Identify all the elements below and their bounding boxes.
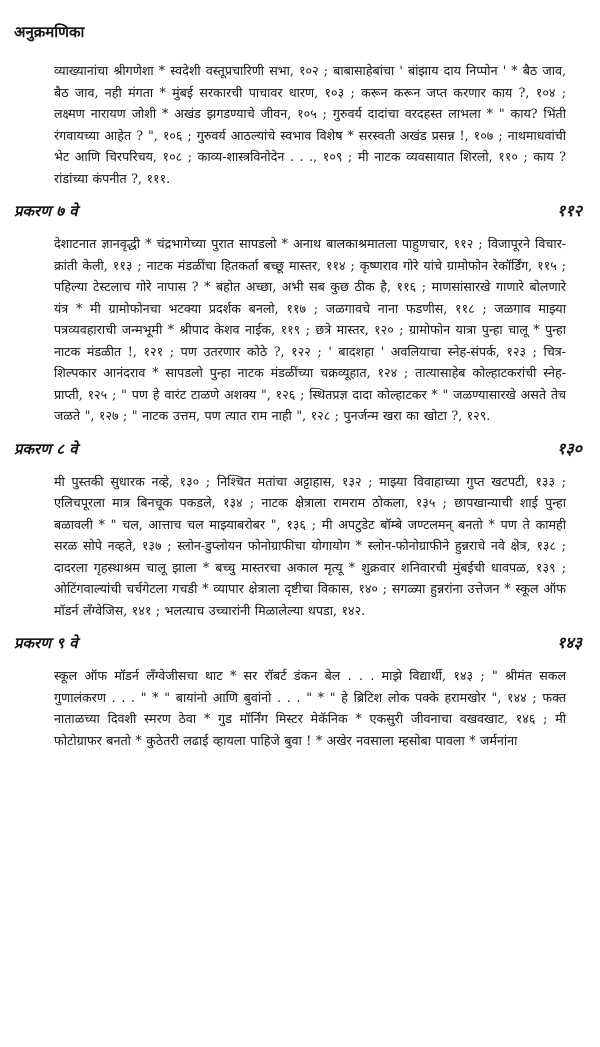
chapter-7-paragraph: देशाटनात ज्ञानवृद्धी * चंद्रभागेच्या पुरात सापडलो * अनाथ बालकाश्रमातला पाहुणचार, ११२ ; विजापूरने विचार-क्रांती केली, ११३ ; नाटक मंडळींचा हितकर्ता बच्छू मास्तर, ११४ ; कृष्णराव गोरे यांचे ग्रामोफोन रेकॉर्डिंग, ११५ ; पहिल्या टेस्टलाच गोरे नापास ? * बहोत अच्छा, अभी सब कुछ ठीक है, ११६ ; माणसांसारखे गाणारे बोलणारे यंत्र * मी ग्रामोफोनचा भटक्या प्रदर्शक बनलो, ११७ ; जळगावचे नाना फडणीस, ११८ ; जळगाव माझ्या पत्रव्यवहाराची जन्मभूमी * श्रीपाद केशव नाईक, ११९ ; छत्रे मास्तर, १२० ; ग्रामोफोन यात्रा पुन्हा चालू * पुन्हा नाटक मंडळीत !, १२१ ; पण उतरणार कोठे ?, १२२ ; ' बादशहा ' अवलियाचा स्नेह-संपर्क, १२३ ; चित्र-शिल्पकार आनंदराव * सापडलो पुन्हा नाटक मंडळींच्या चक्रव्यूहात, १२४ ; तात्यासाहेब कोल्हाटकरांची स्नेह-प्राप्ती, १२५ ; " पण हे वारंट टाळणे अशक्य ", १२६ ; स्थितप्रज्ञ दादा कोल्हाटकर * " जळण्यासारखे असते तेच जळते ", १२७ ; " नाटक उत्तम, पण त्यात राम नाही ", १२८ ; पुनर्जन्म खरा का खोटा ?, १२९. [54, 236, 566, 423]
chapter-title: प्रकरण ७ वे [14, 202, 78, 220]
chapter-9-heading [14, 631, 586, 653]
chapter-7-heading [14, 199, 586, 221]
page-heading: अनुक्रमणिका [14, 23, 85, 41]
chapter-page-number: १३० [557, 438, 582, 458]
chapter-8-paragraph: मी पुस्तकी सुधारक नव्हे, १३० ; निश्चित मतांचा अट्टाहास, १३२ ; माझ्या विवाहाच्या गुप्त खटपटी, १३३ ; एलिचपूरला मात्र बिनचूक पकडले, १३४ ; नाटक क्षेत्राला रामराम ठोकला, १३५ ; छापखान्याची शाई पुन्हा बळावली * " चल, आत्ताच चल माझ्याबरोबर ", १३६ ; मी अपटुडेट बॉम्बे जण्टलमन् बनतो * पण ते कामही सरळ सोपे नव्हते, १३७ ; स्लोन-डुप्लोयन फोनोग्राफीचा योगायोग * स्लोन-फोनोग्राफीने हुन्नराचे नवे क्षेत्र, १३८ ; दादरला गृहस्थाश्रम चालू झाला * बच्चु मास्तरचा अकाल मृत्यू * शुक्रवार शनिवारची मुंबईची धावपळ, १३९ ; ओटिंगवाल्यांची चर्चगेटला गचडी * व्यापार क्षेत्राला दृष्टीचा विकास, १४० ; सगळ्या हुन्नरांना उत्तेजन * स्कूल ऑफ मॉडर्न लँग्वेजिस, १४१ ; भलत्याच उच्चारांनी मिळालेल्या थपडा, १४२. [54, 473, 566, 618]
chapter-title: प्रकरण ९ वे [14, 634, 78, 652]
chapter-page-number: १४३ [557, 633, 582, 652]
chapter-page-number: ११२ [557, 201, 582, 220]
chapter-title: प्रकरण ८ वे [14, 439, 78, 458]
chapter-8-heading [14, 437, 586, 459]
chapter-9-paragraph: स्कूल ऑफ मॉडर्न लँग्वेजीसचा थाट * सर रॉबर्ट डंकन बेल . . . माझे विद्यार्थी, १४३ ; " श्रीमंत सकल गुणालंकरण . . . " * " बायांनो आणि बुवांनो . . . " * " हे ब्रिटिश लोक पक्के हरामखोर ", १४४ ; फक्त नाताळच्या दिवशी स्मरण ठेवा * गुड मॉर्निंग मिस्टर मेकॅनिक * एकसुरी जीवनाचा वखवखाट, १४६ ; मी फोटोग्राफर बनतो * कुठेतरी लढाई व्हायला पाहिजे बुवा ! * अखेर नवसाला म्हसोबा पावला * जर्मनांना [54, 668, 566, 748]
intro-paragraph: व्याख्यानांचा श्रीगणेशा * स्वदेशी वस्तूप्रचारिणी सभा, १०२ ; बाबासाहेबांचा ' बांझाय दाय निप्पोन ' * बैठ जाव, बैठ जाव, नही मंगता * मुंबई सरकारची पाचावर धारण, १०३ ; करून करून जप्त करणार काय ?, १०४ ; लक्ष्मण नारायण जोशी * अखंड झगडण्याचे जीवन, १०५ ; गुरुवर्य दादांचा वरदहस्त लाभला * " काय? भिंती रंगवायच्या आहेत ? ", १०६ ; गुरुवर्य आठल्यांचे स्वभाव विशेष * सरस्वती अखंड प्रसन्न !, १०७ ; नाथमाधवांची भेट आणि चिरपरिचय, १०८ ; काव्य-शास्त्रविनोदेन . . ., १०९ ; मी नाटक व्यवसायात शिरलो, ११० ; काय ? रांडांच्या कंपनीत ?, १११. [54, 63, 566, 186]
